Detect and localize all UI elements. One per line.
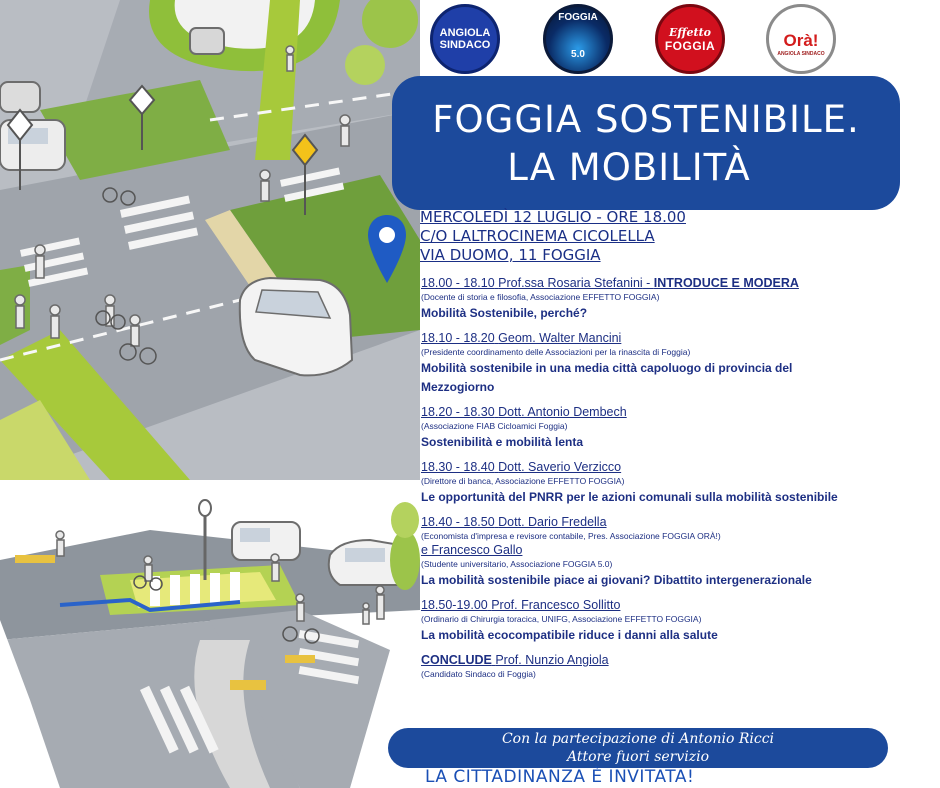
logo-angiola-sindaco — [430, 4, 500, 74]
slot-time: 18.30 - 18.40 — [421, 460, 495, 474]
slot-speaker: Geom. Walter Mancini — [498, 331, 622, 345]
location-pin-icon — [367, 213, 407, 285]
slot-time: 18.20 - 18.30 — [421, 405, 495, 419]
street-illustration — [0, 0, 420, 788]
title-line-2: LA MOBILITÀ — [507, 146, 751, 189]
slot-time: 18.00 - 18.10 — [421, 276, 495, 290]
program — [421, 276, 921, 689]
invitation-text: LA CITTADINANZA È INVITATA! — [425, 767, 695, 787]
slot-speaker: Prof. Francesco Sollitto — [491, 598, 621, 612]
logo-ora-line2: ANGIOLA SINDACO — [777, 51, 825, 57]
slot-speaker: Prof.ssa Rosaria Stefanini — [498, 276, 643, 290]
program-slot — [421, 331, 921, 397]
slot-affiliation-2: (Studente universitario, Associazione FOGGIA 5.0) — [421, 559, 613, 569]
logo-angiola-line2: SINDACO — [439, 39, 491, 51]
program-slot — [421, 598, 921, 645]
slot-speaker-2: e Francesco Gallo — [421, 543, 523, 557]
slot-topic: Sostenibilità e mobilità lenta — [421, 435, 584, 449]
event-info — [420, 208, 686, 265]
slot-role-tag: INTRODUCE E MODERA — [653, 276, 799, 290]
logo-foggia50-line2: 5.0 — [571, 49, 585, 60]
slot-affiliation: (Presidente coordinamento delle Associazioni per la rinascita di Foggia) — [421, 347, 691, 357]
conclude-slot — [421, 653, 921, 681]
slot-speaker: Dott. Saverio Verzicco — [498, 460, 622, 474]
slot-affiliation: (Direttore di banca, Associazione EFFETTO FOGGIA) — [421, 476, 625, 486]
logo-angiola-line1: ANGIOLA — [439, 27, 491, 39]
event-venue: C/O LALTROCINEMA CICOLELLA — [420, 227, 655, 245]
title-banner — [392, 76, 900, 210]
guest-line-1: Con la partecipazione di Antonio Ricci — [501, 731, 775, 747]
logo-ora-line1: Orà! — [783, 31, 819, 50]
slot-topic: Mobilità Sostenibile, perché? — [421, 306, 588, 320]
slot-topic: Le opportunità del PNRR per le azioni comunali sulla mobilità sostenibile — [421, 490, 838, 504]
slot-time: 18.40 - 18.50 — [421, 515, 495, 529]
sponsor-logos — [430, 4, 840, 74]
logo-foggia-5-0 — [543, 4, 613, 74]
slot-topic: La mobilità ecocompatibile riduce i danni alla salute — [421, 628, 718, 642]
slot-affiliation: (Associazione FIAB Cicloamici Foggia) — [421, 421, 568, 431]
logo-foggia50-line1: FOGGIA — [558, 12, 598, 23]
logo-effetto-line2: FOGGIA — [664, 38, 716, 53]
slot-affiliation: (Docente di storia e filosofia, Associazione EFFETTO FOGGIA) — [421, 292, 660, 302]
slot-topic: La mobilità sostenibile piace ai giovani? Dibattito intergenerazionale — [421, 573, 812, 587]
conclude-speaker: Prof. Nunzio Angiola — [495, 653, 609, 667]
logo-effetto-line1: Effetto — [669, 25, 711, 39]
slot-time: 18.50-19.00 — [421, 598, 488, 612]
program-slot — [421, 515, 921, 590]
slot-time: 18.10 - 18.20 — [421, 331, 495, 345]
event-address: VIA DUOMO, 11 FOGGIA — [420, 246, 601, 264]
slot-speaker: Dott. Dario Fredella — [498, 515, 607, 529]
slot-speaker: Dott. Antonio Dembech — [498, 405, 627, 419]
conclude-label: CONCLUDE — [421, 653, 492, 667]
guest-banner — [388, 728, 888, 768]
logo-ora — [766, 4, 836, 74]
program-slot: 18.00 - 18.10 Prof.ssa Rosaria Stefanini - INTRODUCE E MODERA (Docente di storia e filosofia, Associazione EFFETTO FOGGIA) Mobilità Sostenibile, perché? — [421, 276, 921, 323]
program-slot — [421, 405, 921, 452]
conclude-affiliation: (Candidato Sindaco di Foggia) — [421, 669, 536, 679]
slot-affiliation: (Ordinario di Chirurgia toracica, UNIFG, Associazione EFFETTO FOGGIA) — [421, 614, 702, 624]
slot-affiliation: (Economista d'impresa e revisore contabile, Pres. Associazione FOGGIA ORÀ!) — [421, 531, 721, 541]
title-line-1: FOGGIA SOSTENIBILE. — [432, 98, 860, 141]
program-slot — [421, 460, 921, 507]
guest-line-2: Attore fuori servizio — [566, 749, 710, 765]
logo-effetto-foggia — [655, 4, 725, 74]
slot-topic: Mobilità sostenibile in una media città capoluogo di provincia del Mezzogiorno — [421, 361, 793, 394]
event-datetime: MERCOLEDÌ 12 LUGLIO - ORE 18.00 — [420, 208, 686, 226]
